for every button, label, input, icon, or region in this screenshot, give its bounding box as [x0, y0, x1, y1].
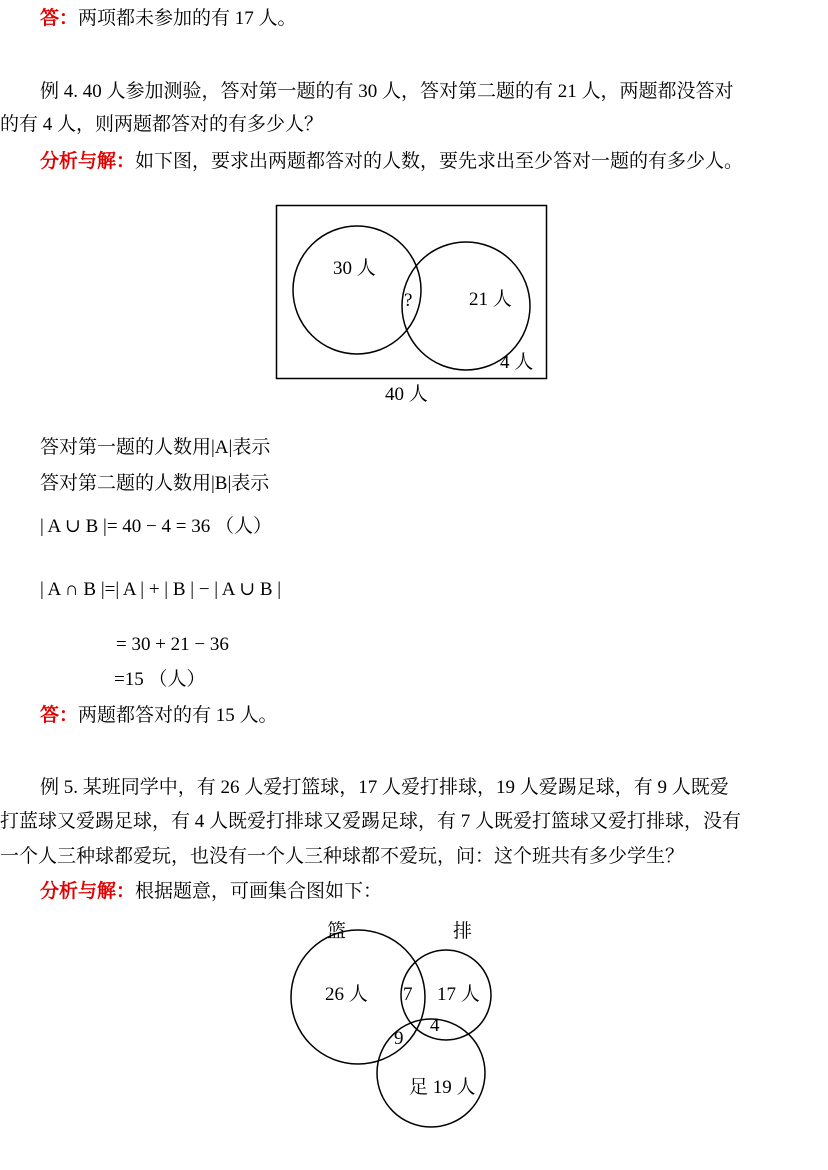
- volleyball-only-label: 17 人: [437, 984, 480, 1005]
- venn1-b-label: 21 人: [469, 289, 512, 310]
- equation-union: | A ∪ B |= 40 − 4 = 36 （人）: [40, 516, 272, 537]
- basketball-soccer-label: 9: [394, 1028, 404, 1049]
- answer-4: [40, 704, 278, 728]
- analysis-label: 分析与解：: [40, 881, 136, 902]
- basketball-title: 篮: [327, 921, 347, 942]
- basketball-volleyball-label: 7: [403, 984, 413, 1005]
- venn1-intersection-label: ?: [404, 290, 413, 311]
- example-5-line-1: 例 5. 某班同学中，有 26 人爱打篮球，17 人爱打排球，19 人爱踢足球，有 9 人既爱: [40, 777, 729, 798]
- venn1-neither-label: 4 人: [500, 352, 534, 373]
- set-a-circle: [293, 226, 421, 354]
- equation-step: = 30 + 21 − 36: [116, 634, 229, 655]
- example-5-line-2: 打蓝球又爱踢足球，有 4 人既爱打排球又爱踢足球，有 7 人既爱打篮球又爱打排球，没有: [0, 811, 742, 832]
- analysis-text: 如下图，要求出两题都答对的人数，要先求出至少答对一题的有多少人。: [135, 151, 744, 172]
- basketball-only-label: 26 人: [325, 984, 368, 1005]
- soccer-only-label: 足 19 人: [409, 1077, 476, 1098]
- answer-text: 两项都未参加的有 17 人。: [78, 8, 297, 29]
- volleyball-title: 排: [453, 921, 473, 942]
- definition-b: 答对第二题的人数用|B|表示: [40, 473, 270, 494]
- example-5-line-3: 一个人三种球都爱玩，也没有一个人三种球都不爱玩，问：这个班共有多少学生？: [0, 846, 685, 867]
- answer-text: 两题都答对的有 15 人。: [78, 705, 278, 726]
- analysis-label: 分析与解：: [40, 151, 136, 172]
- analysis-text: 根据题意，可画集合图如下：: [135, 881, 383, 902]
- definition-a: 答对第一题的人数用|A|表示: [40, 437, 271, 458]
- example-4-line-1: 例 4. 40 人参加测验，答对第一题的有 30 人，答对第二题的有 21 人，两题都没答对: [40, 81, 734, 102]
- venn1-total-label: 40 人: [385, 384, 428, 405]
- volleyball-soccer-label: 4: [430, 1015, 440, 1036]
- example-4-line-2: 的有 4 人，则两题都答对的有多少人？: [0, 114, 324, 135]
- venn1-a-label: 30 人: [333, 258, 376, 279]
- analysis-5: [40, 880, 382, 904]
- equation-intersection: | A ∩ B |=| A | + | B | − | A ∪ B |: [40, 579, 282, 600]
- answer-label: 答：: [40, 705, 79, 726]
- equation-result: =15 （人）: [114, 669, 206, 690]
- answer-label: 答：: [40, 8, 79, 29]
